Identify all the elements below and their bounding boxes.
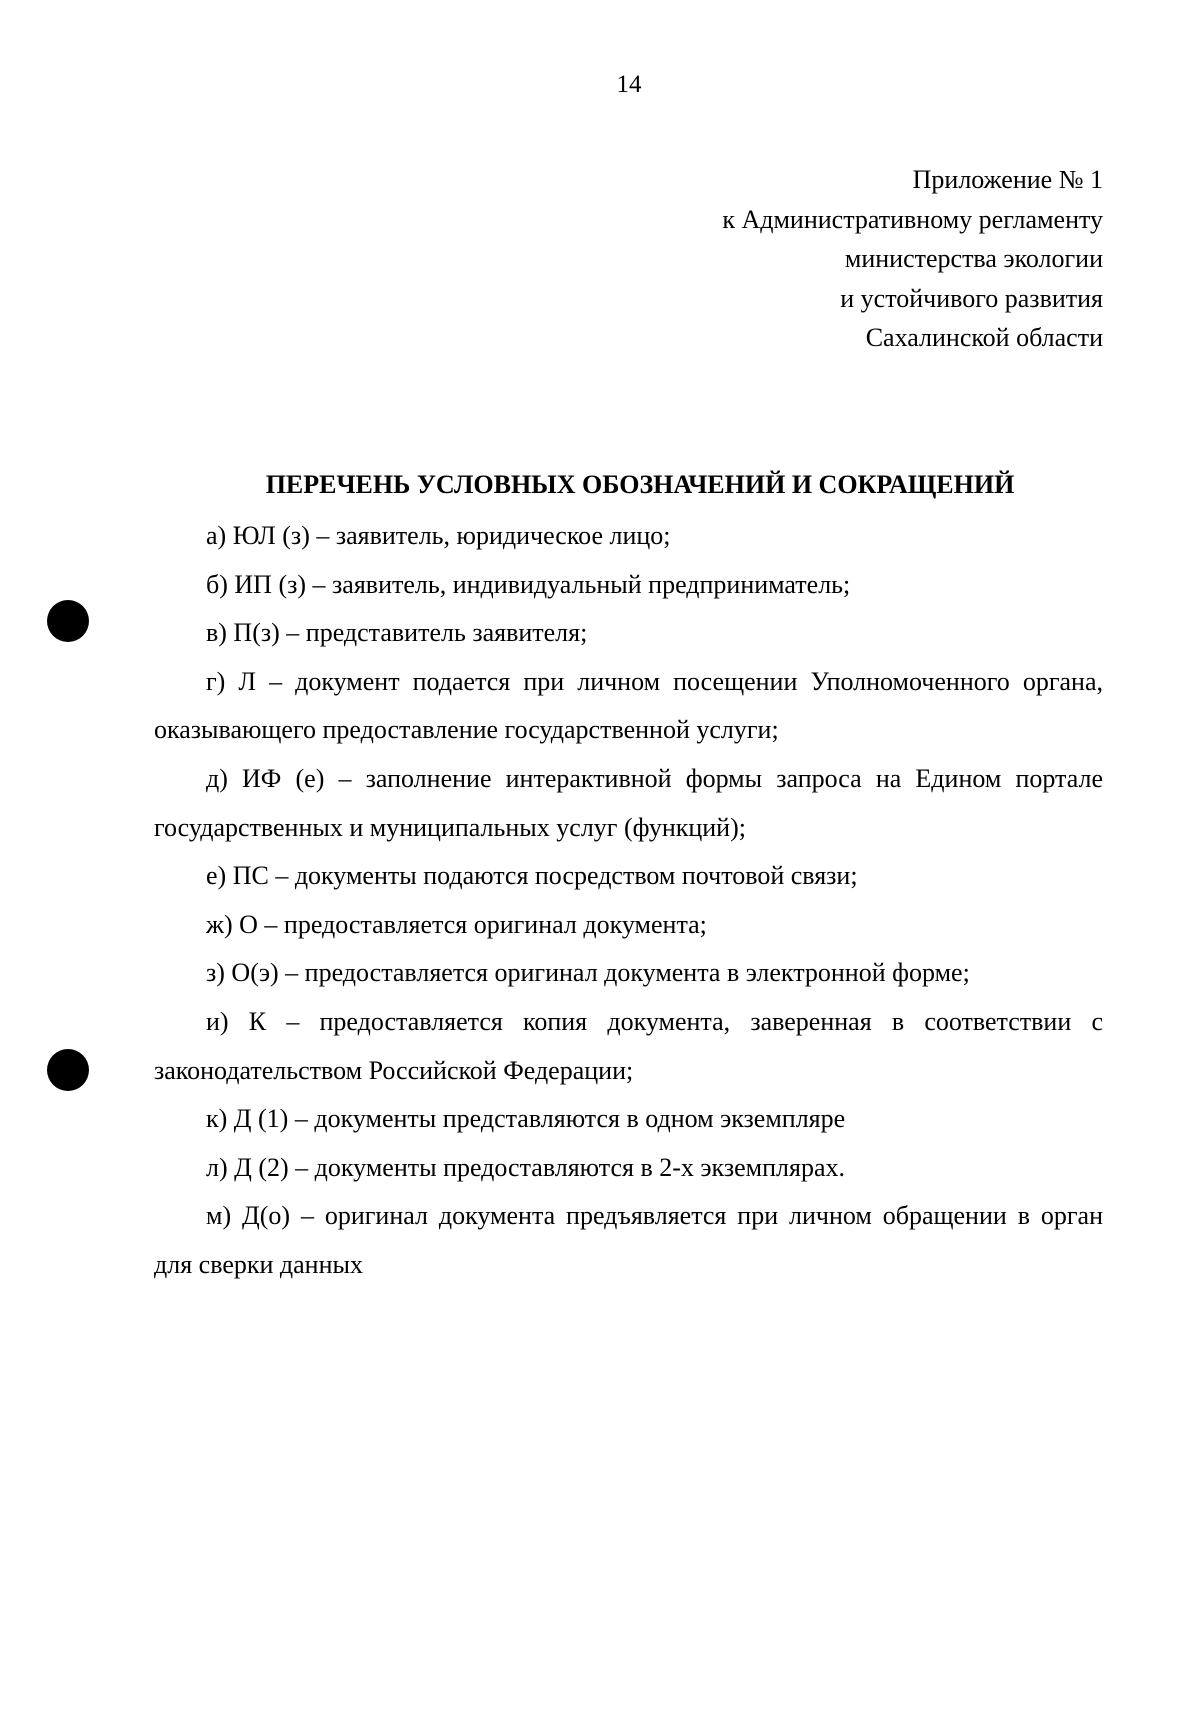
list-item: з) О(э) – предоставляется оригинал документа в электронной форме;	[206, 958, 970, 988]
list-item: л) Д (2) – документы предоставляются в 2-х экземплярах.	[206, 1152, 845, 1182]
appendix-header	[543, 160, 1103, 358]
list-item: б) ИП (з) – заявитель, индивидуальный предприниматель;	[206, 569, 851, 599]
appendix-line: Сахалинской области	[865, 323, 1103, 352]
abbreviations-list	[154, 512, 1103, 1290]
punch-hole-icon	[47, 1049, 89, 1091]
punch-hole-icon	[47, 600, 89, 642]
list-item: ж) О – предоставляется оригинал документа;	[206, 909, 707, 939]
list-item: е) ПС – документы подаются посредством почтовой связи;	[206, 861, 858, 891]
document-title: ПЕРЕЧЕНЬ УСЛОВНЫХ ОБОЗНАЧЕНИЙ И СОКРАЩЕНИЙ	[265, 470, 1015, 499]
appendix-line: министерства экологии	[844, 244, 1103, 273]
appendix-line: Приложение № 1	[912, 165, 1103, 194]
list-item: д) ИФ (е) – заполнение интерактивной формы запроса на Едином портале государственных и муниципальных услуг (функций);	[154, 763, 1103, 842]
list-item: а) ЮЛ (з) – заявитель, юридическое лицо;	[206, 521, 671, 550]
list-item: г) Л – документ подается при личном посещении Уполномоченного органа, оказывающего предоставление государственной услуги;	[154, 666, 1103, 745]
list-item: к) Д (1) – документы представляются в одном экземпляре	[206, 1104, 846, 1134]
list-item: и) К – предоставляется копия документа, заверенная в соответствии с законодательством Российской Федерации;	[154, 1006, 1103, 1085]
appendix-line: к Административному регламенту	[722, 204, 1103, 234]
appendix-line: и устойчивого развития	[840, 283, 1103, 313]
list-item: в) П(з) – представитель заявителя;	[206, 618, 588, 648]
list-item: м) Д(о) – оригинал документа предъявляется при личном обращении в орган для сверки данных	[154, 1201, 1103, 1279]
page-number: 14	[616, 71, 642, 98]
